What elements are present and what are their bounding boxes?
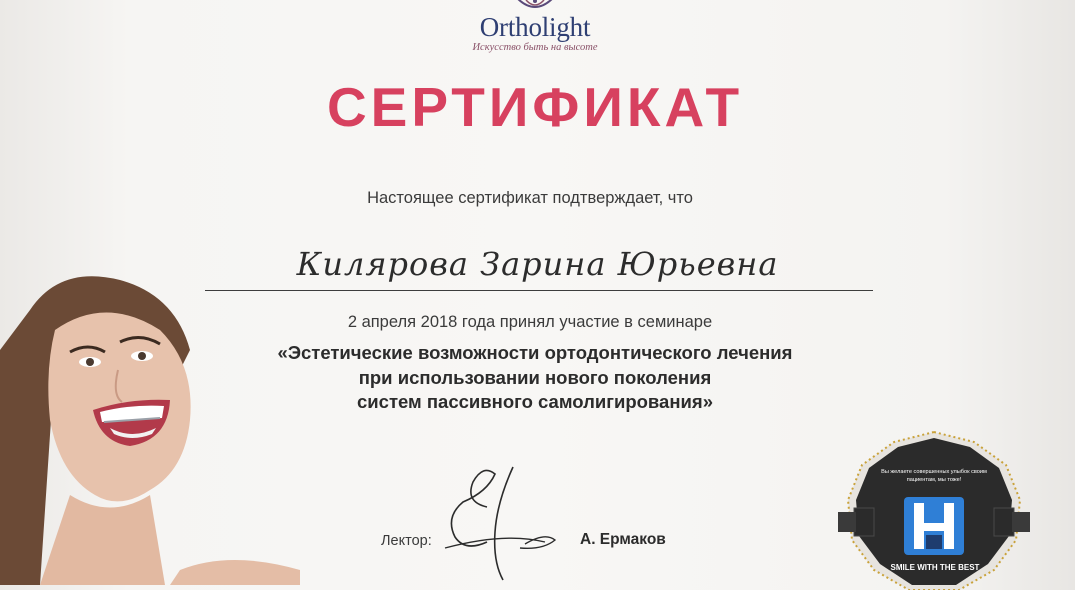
brand-logo-icon — [514, 0, 556, 12]
brand-name: Ortholight — [479, 12, 591, 42]
smiling-woman-photo — [0, 270, 300, 585]
seminar-title-line: при использовании нового поколения — [358, 366, 712, 388]
badge-motto: SMILE WITH THE BEST — [890, 563, 980, 572]
brand-logo — [440, 0, 630, 56]
participation-text: 2 апреля 2018 года принял участие в семинаре — [347, 313, 713, 331]
seminar-title-line: систем пассивного самолигирования» — [357, 391, 713, 412]
h-logo-icon — [904, 497, 964, 555]
certificate-title: СЕРТИФИКАТ — [326, 76, 744, 138]
seminar-title — [205, 341, 865, 415]
badge-slogan: Вы желаете совершенных улыбок своим пациентам, мы тоже! — [881, 469, 987, 483]
confirmation-text: Настоящее сертификат подтверждает, что — [367, 189, 693, 207]
name-underline — [205, 290, 873, 291]
lecturer-label: Лектор: — [381, 533, 432, 549]
brand-tagline: Искусство быть на высоте — [472, 42, 598, 53]
lecturer-signature — [425, 462, 595, 585]
lecturer-name: А. Ермаков — [580, 531, 666, 548]
seminar-title-line: «Эстетические возможности ортодонтического лечения — [277, 342, 793, 363]
recipient-name: Килярова Зарина Юрьевна — [296, 245, 779, 283]
